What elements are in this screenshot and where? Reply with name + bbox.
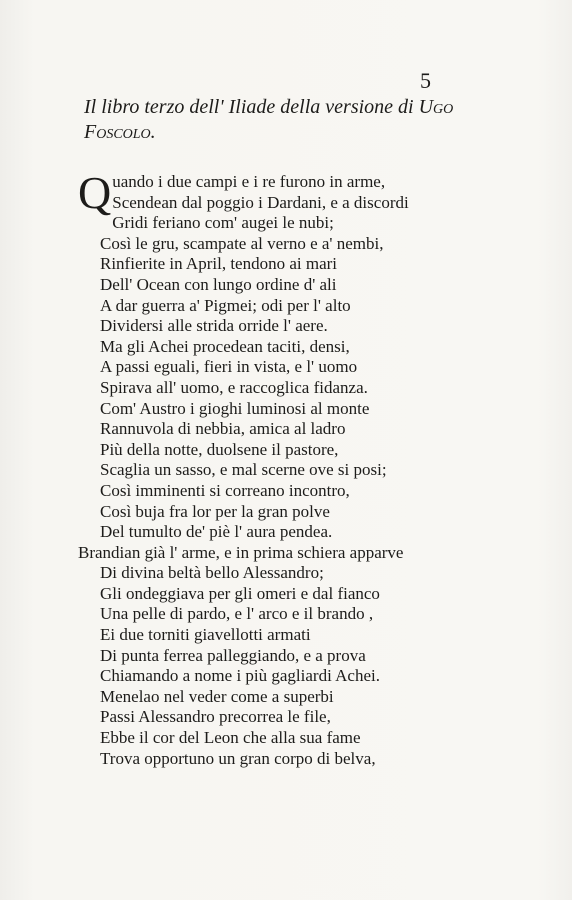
verse-line: Menelao nel veder come a superbi <box>100 686 334 706</box>
verse-line: Rannuvola di nebbia, amica al ladro <box>100 419 346 439</box>
poem-text <box>78 167 458 769</box>
verse-line: Ma gli Achei procedean taciti, densi, <box>100 336 350 356</box>
verse-line: Ei due torniti giavellotti armati <box>100 625 311 645</box>
verse-line: Dividersi alle strida orride l' aere. <box>100 316 328 336</box>
verse-line: Gridi feriano com' augei le nubi; <box>112 213 334 233</box>
verse-line: Spirava all' uomo, e raccoglica fidanza. <box>100 377 368 397</box>
verse-line: Brandian già l' arme, e in prima schiera apparve <box>78 542 404 562</box>
page-number: 5 <box>420 68 431 93</box>
verse-line: Com' Austro i gioghi luminosi al monte <box>100 398 370 418</box>
verse-line: Gli ondeggiava per gli omeri e dal fianco <box>100 583 380 603</box>
verse-line: Più della notte, duolsene il pastore, <box>100 439 339 459</box>
section-heading <box>84 95 464 145</box>
heading-text: Il libro terzo dell' Iliade della versione di <box>84 96 419 118</box>
verse-line: Così imminenti si correano incontro, <box>100 480 350 500</box>
verse-line: A passi eguali, fieri in vista, e l' uomo <box>100 357 358 377</box>
verse-line: Dell' Ocean con lungo ordine d' ali <box>100 274 337 294</box>
drop-cap: Q <box>78 167 112 218</box>
verse-line: Del tumulto de' piè l' aura pendea. <box>100 522 333 542</box>
verse-line: Ebbe il cor del Leon che alla sua fame <box>100 728 361 748</box>
verse-line: Così le gru, scampate al verno e a' nembi, <box>100 233 384 253</box>
verse-line: Trova opportuno un gran corpo di belva, <box>100 748 376 768</box>
verse-line: Chiamando a nome i più gagliardi Achei. <box>100 666 380 686</box>
verse-line: Di divina beltà bello Alessandro; <box>100 563 324 583</box>
verse-line: Di punta ferrea palleggiando, e a prova <box>100 645 366 665</box>
heading-author-first: Ugo <box>418 96 454 118</box>
verse-line: A dar guerra a' Pigmei; odi per l' alto <box>100 295 351 315</box>
verse-line: Rinfierite in April, tendono ai mari <box>100 254 338 274</box>
verse-line: Una pelle di pardo, e l' arco e il brando , <box>100 604 374 624</box>
verse-line: Scaglia un sasso, e mal scerne ove si posi; <box>100 460 387 480</box>
verse-line: Così buja fra lor per la gran polve <box>100 501 330 521</box>
verse-line: Quando i due campi e i re furono in arme, <box>78 167 386 218</box>
heading-author-last: Foscolo <box>84 121 151 143</box>
verse-line: Scendean dal poggio i Dardani, e a discordi <box>112 192 409 212</box>
heading-end: . <box>150 121 156 143</box>
verse-line: Passi Alessandro precorrea le file, <box>100 707 331 727</box>
